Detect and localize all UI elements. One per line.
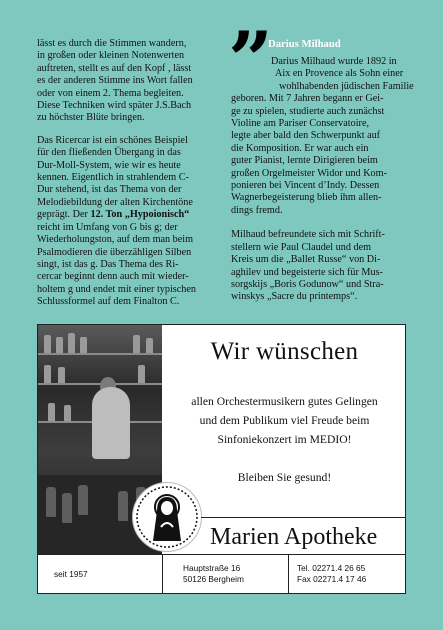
ad-headline: Wir wünschen: [210, 338, 359, 365]
text-line: Wagnerbegeisterung blieb ihm allen-: [231, 192, 382, 204]
pharmacist-figure: [92, 387, 130, 459]
text-line: Kreis um die „Ballet Russe“ von Di-: [231, 254, 381, 266]
right-column: [231, 56, 414, 314]
telephone: Tel. 02271.4 26 65: [297, 563, 366, 573]
text-line: stellern wie Paul Claudel und dem: [231, 241, 372, 253]
text-line: ponieren bei Vincent d’Indy. Dessen: [231, 180, 380, 192]
jar: [133, 335, 140, 353]
jar: [146, 338, 153, 353]
madonna-seal-icon: [132, 482, 202, 552]
divider: [288, 555, 289, 594]
text-line: dings fremd.: [231, 204, 283, 216]
divider: [162, 555, 163, 594]
paragraph-technique: [37, 38, 205, 125]
address: [183, 563, 244, 585]
text-line: holtem g und endet mit einer typischen: [37, 283, 197, 295]
text-line: oder von einem 2. Thema begleiten.: [37, 87, 184, 99]
text-line: Schlussformel auf dem Finalton C.: [37, 296, 180, 308]
jar: [138, 365, 145, 383]
paragraph-biography: [231, 56, 414, 217]
ad-text-line: allen Orchestermusikern gutes Gelingen: [191, 395, 378, 408]
contact: [297, 563, 366, 585]
decorative-quote-mark: ”: [228, 15, 273, 106]
city: 50126 Bergheim: [183, 574, 244, 584]
jar: [80, 337, 87, 353]
text-line: sorgskijs „Boris Godunow“ und Stra-: [231, 278, 384, 290]
ad-footer: [38, 554, 406, 594]
jar: [44, 335, 51, 353]
paragraph-friends: [231, 229, 406, 303]
text-line: reicht im Umfang von G bis g; der: [37, 221, 178, 233]
text-line: guter Pianist, lernte Dirigieren beim: [231, 155, 378, 167]
fax: Fax 02271.4 17 46: [297, 574, 367, 584]
text-line: geboren. Mit 7 Jahren begann er Gei-: [231, 93, 384, 105]
ad-closing: Bleiben Sie gesund!: [237, 471, 332, 484]
paragraph-ricercar: [37, 135, 205, 309]
left-column: [37, 38, 205, 319]
text-line: Darius Milhaud wurde 1892 in: [271, 56, 397, 67]
text-line: Violine am Pariser Conservatoire,: [231, 118, 370, 130]
text-line: Melodiebildung der alten Kirchentöne: [37, 196, 193, 208]
text-line: für den fließenden Übergang in das: [37, 147, 181, 159]
text-line: Aix en Provence als Sohn einer: [275, 68, 404, 80]
shelf: [38, 353, 162, 355]
text-line: wohlhabenden jüdischen Familie: [279, 80, 414, 92]
jar: [48, 403, 55, 421]
emphasis-hypoionisch: 12. Ton „Hypoionisch“: [90, 209, 190, 221]
text-line: auftreten, stellt es auf den Kopf , lässt: [37, 62, 192, 74]
text-line: cercar beginnt denn auch mit wieder-: [37, 271, 189, 283]
madonna-seal-drawing: [133, 483, 201, 551]
jar: [64, 405, 71, 421]
text-line: in großen oder kleinen Notenwerten: [37, 50, 185, 62]
text-line: zu höchster Blüte bringen.: [37, 112, 145, 124]
ad-text-line: und dem Publikum viel Freude beim: [199, 414, 370, 427]
bottle: [78, 485, 88, 515]
jar: [56, 337, 63, 353]
text-line: kennen. Eigentlich in strahlendem C-: [37, 172, 189, 184]
text-line: es der anderen Stimme ins Wort fallen: [37, 75, 193, 87]
text-line: Dur-Moll-System, wie wir es heute: [37, 159, 181, 171]
divider: [201, 517, 406, 518]
text-fragment: geprägt. Der: [37, 209, 91, 221]
text-line: Psalmodieren die überzähligen Silben: [37, 246, 192, 258]
pharmacy-advertisement: [37, 324, 406, 594]
bottle: [118, 491, 128, 521]
text-line: aghilev und begeisterte sich für Mus-: [231, 266, 383, 278]
text-line: winskys „Sacre du printemps“.: [231, 291, 358, 303]
ad-text-line: Sinfoniekonzert im MEDIO!: [217, 433, 352, 446]
street: Hauptstraße 16: [183, 563, 241, 573]
bottle: [62, 493, 72, 523]
text-line: lässt es durch die Stimmen wandern,: [37, 38, 187, 49]
text-line: großen Orgelmeister Widor und Kom-: [231, 167, 387, 179]
text-line: die Komposition. Er war auch ein: [231, 142, 369, 154]
pharmacy-name: Marien Apotheke: [210, 524, 378, 550]
bottle: [46, 487, 56, 517]
text-line: legte aber bald den Schwerpunkt auf: [231, 130, 381, 142]
text-line: ge zu spielen, studierte auch zunächst: [231, 105, 385, 117]
jar: [58, 367, 65, 383]
jar: [68, 333, 75, 353]
text-line: Dur stehend, ist das Thema von der: [37, 184, 182, 196]
text-line: Milhaud befreundete sich mit Schrift-: [231, 229, 385, 241]
section-heading: Darius Milhaud: [268, 38, 341, 50]
founding-year: seit 1957: [54, 569, 88, 579]
text-line: Wiederholungston, auf dem man beim: [37, 234, 194, 246]
jar: [44, 365, 51, 383]
text-line: Diese Techniken wird später J.S.Bach: [37, 100, 192, 112]
text-line: [37, 209, 205, 221]
text-line: singt, ist das g. Das Thema des Ri-: [37, 258, 179, 270]
text-line: Das Ricercar ist ein schönes Beispiel: [37, 134, 188, 146]
